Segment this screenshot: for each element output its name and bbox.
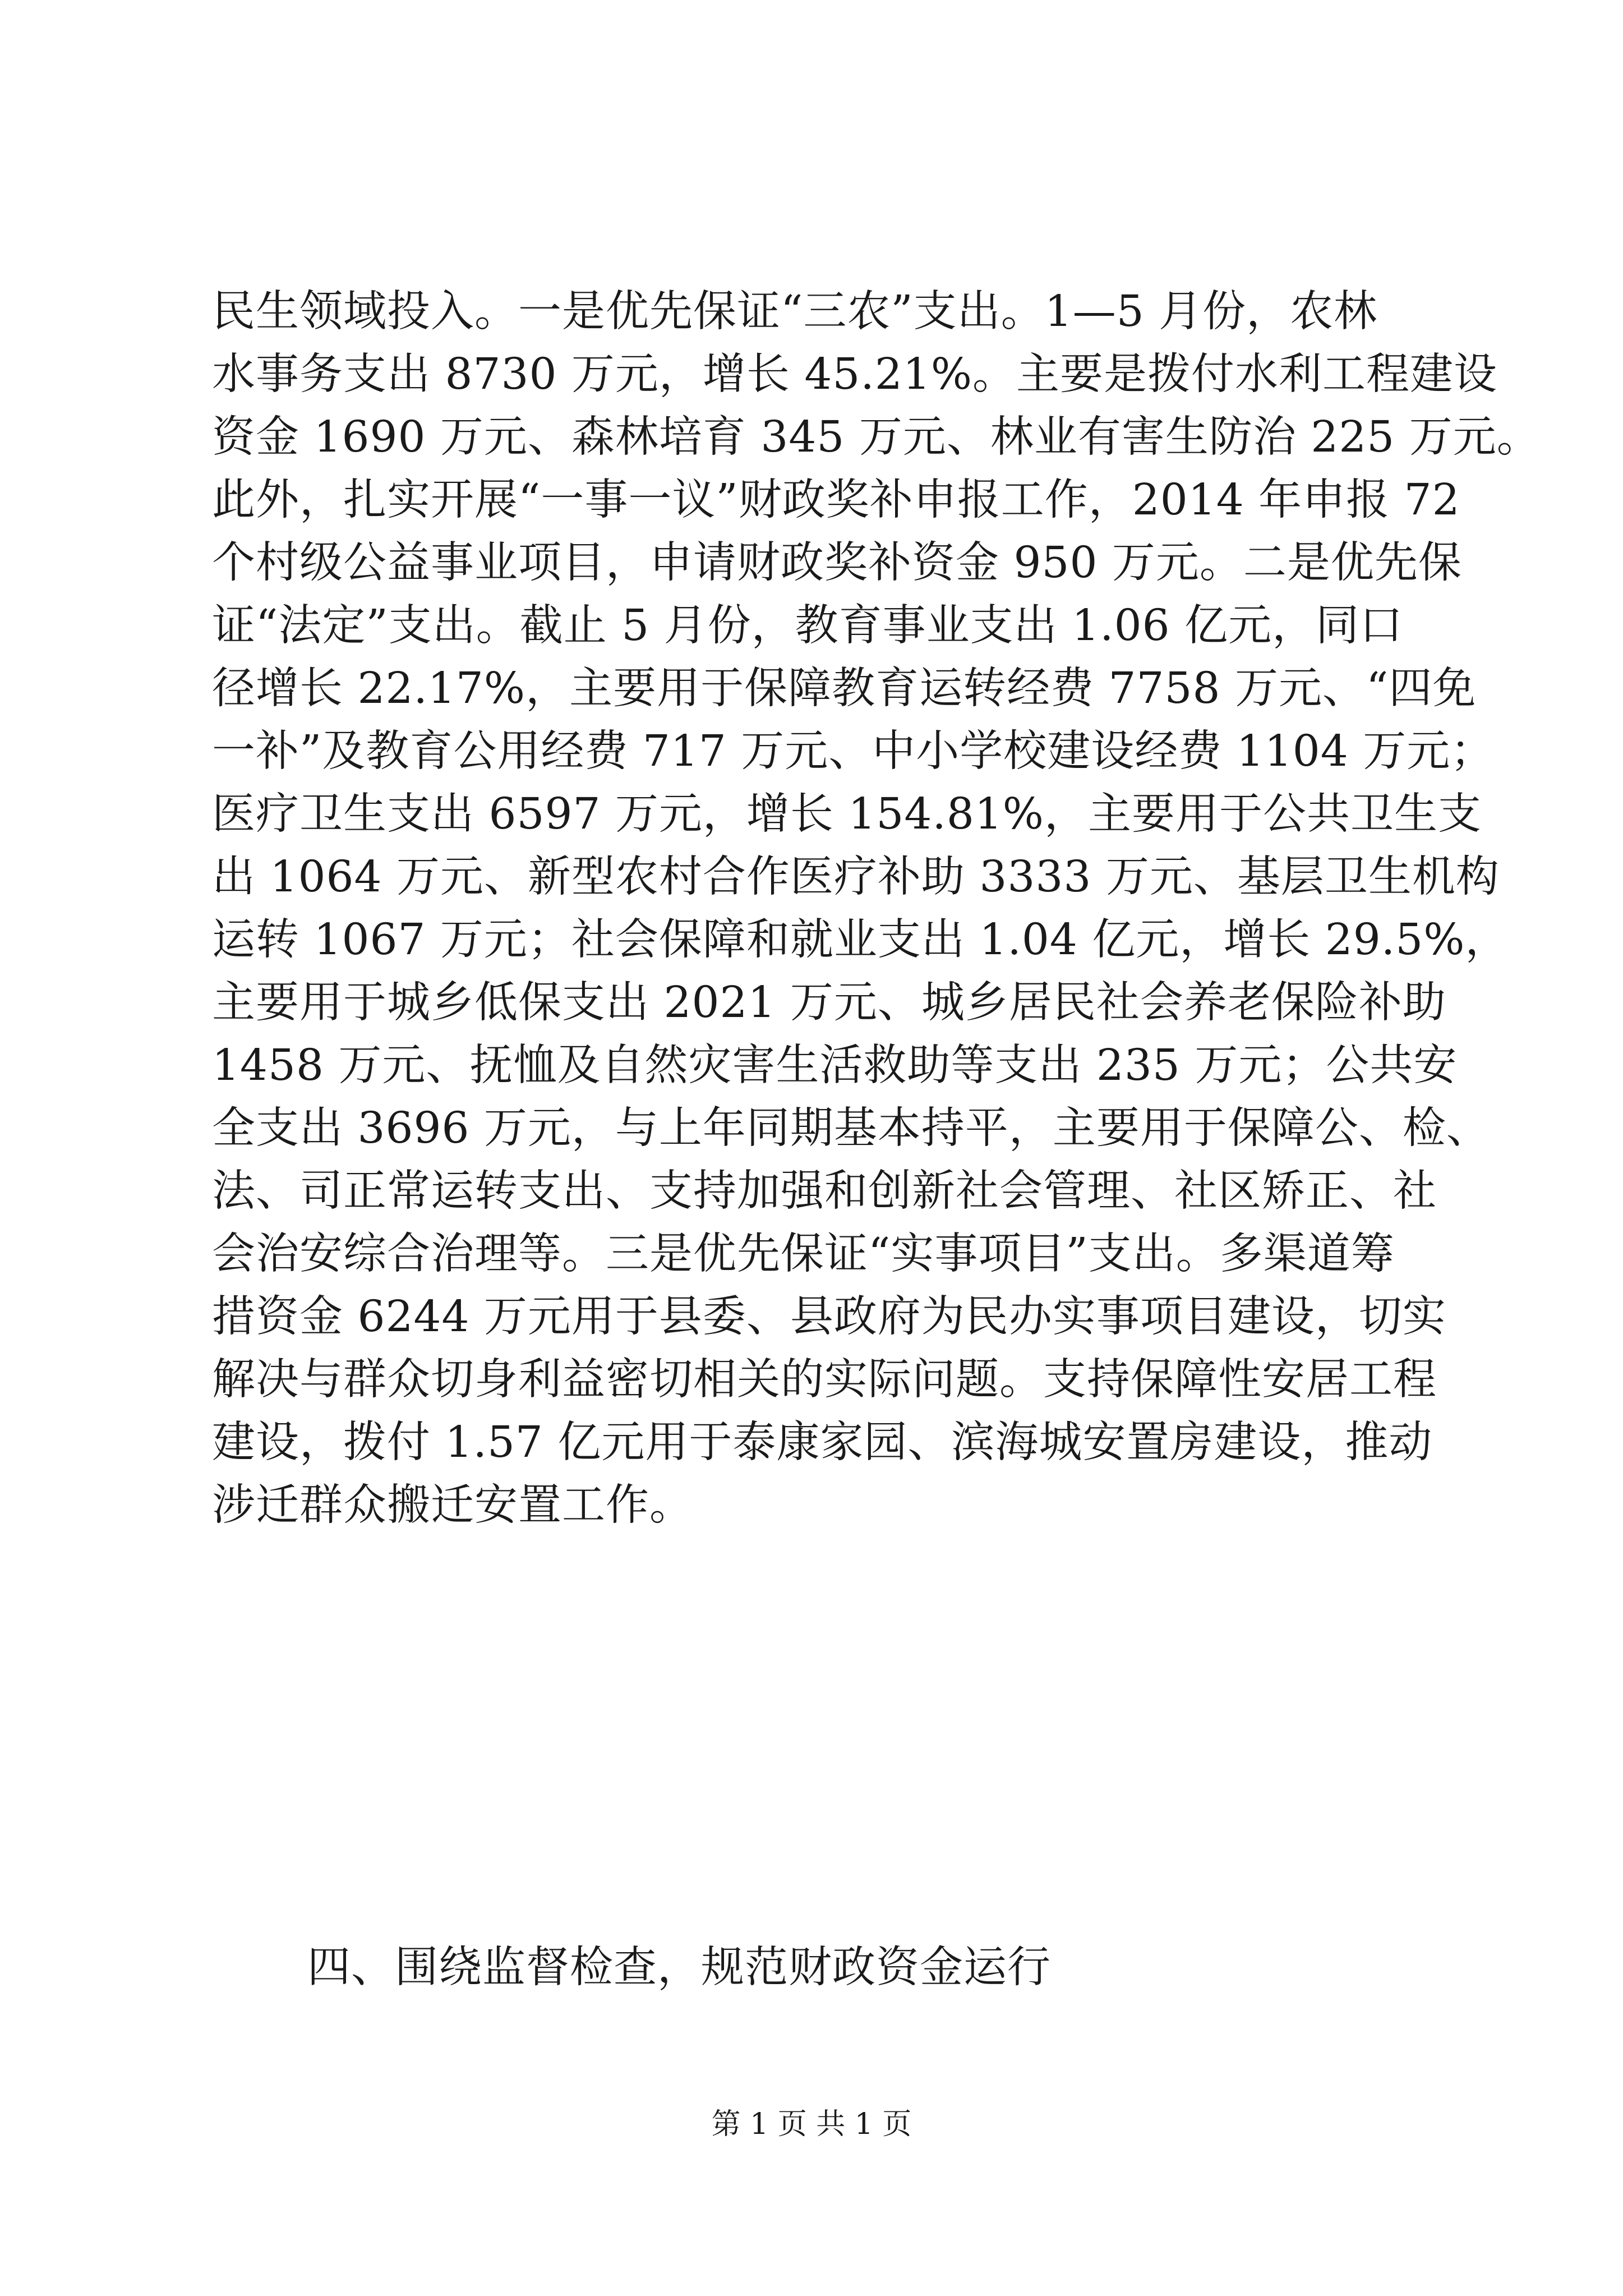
paragraph-line: 径增长 22.17%，主要用于保障教育运转经费 7758 万元、“四免 [212, 664, 1477, 714]
body-paragraph [212, 280, 1541, 1537]
paragraph-line: 涉迁群众搬迁安置工作。 [212, 1480, 693, 1530]
paragraph-line: 主要用于城乡低保支出 2021 万元、城乡居民社会养老保险补助 [212, 978, 1446, 1028]
paragraph-line: 一补”及教育公用经费 717 万元、中小学校建设经费 1104 万元； [212, 726, 1495, 776]
paragraph-line: 运转 1067 万元；社会保障和就业支出 1.04 亿元，增长 29.5%， [212, 915, 1509, 965]
section-heading: 四、围绕监督检查，规范财政资金运行 [307, 1943, 1051, 1993]
paragraph-line: 会治安综合治理等。三是优先保证“实事项目”支出。多渠道筹 [212, 1229, 1395, 1279]
paragraph-line: 此外，扎实开展“一事一议”财政奖补申报工作，2014 年申报 72 [212, 475, 1460, 525]
paragraph-line: 资金 1690 万元、森林培育 345 万元、林业有害生防治 225 万元。 [212, 412, 1541, 462]
paragraph-line: 证“法定”支出。截止 5 月份，教育事业支出 1.06 亿元，同口 [212, 601, 1404, 651]
paragraph-line: 全支出 3696 万元，与上年同期基本持平，主要用于保障公、检、 [212, 1103, 1490, 1153]
paragraph-line: 措资金 6244 万元用于县委、县政府为民办实事项目建设，切实 [212, 1292, 1446, 1342]
paragraph-line: 建设，拨付 1.57 亿元用于泰康家园、滨海城安置房建设，推动 [212, 1418, 1433, 1467]
paragraph-line: 水事务支出 8730 万元，增长 45.21%。主要是拨付水利工程建设 [212, 349, 1497, 399]
paragraph-line: 医疗卫生支出 6597 万元，增长 154.81%，主要用于公共卫生支 [212, 789, 1482, 839]
paragraph-line: 1458 万元、抚恤及自然灾害生活救助等支出 235 万元；公共安 [212, 1041, 1458, 1091]
paragraph-line: 法、司正常运转支出、支持加强和创新社会管理、社区矫正、社 [212, 1166, 1437, 1216]
paragraph-line: 解决与群众切身利益密切相关的实际问题。支持保障性安居工程 [212, 1355, 1437, 1405]
page-footer: 第 1 页 共 1 页 [711, 2108, 912, 2141]
paragraph-line: 出 1064 万元、新型农村合作医疗补助 3333 万元、基层卫生机构 [212, 852, 1500, 902]
paragraph-line: 民生领域投入。一是优先保证“三农”支出。1—5 月份，农林 [212, 287, 1378, 337]
paragraph-line: 个村级公益事业项目，申请财政奖补资金 950 万元。二是优先保 [212, 538, 1462, 588]
